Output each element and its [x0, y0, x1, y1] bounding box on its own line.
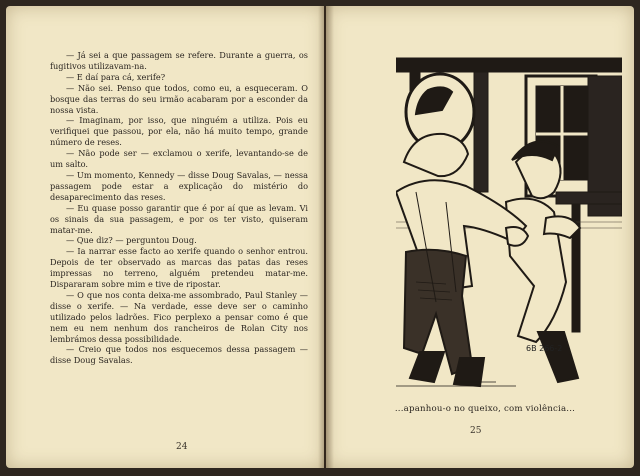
paragraph: — Não pode ser — exclamou o xerife, levantando-se de um salto. — [50, 148, 308, 170]
paragraph: — Já sei a que passagem se refere. Durante a guerra, os fugitivos utilizavam-na. — [50, 50, 308, 71]
paragraph: — O que nos conta deixa-me assombrado, Paul Stanley — disse o xerife. — Na verdade, esse deve ser o caminho utilizado pelos ladrões. Fico perplexo a pensar como é que nem eu nem nenhum dos rancheiros de Rolan City nos lembrámos dessa possibilidade. — [50, 289, 308, 344]
figure-left — [396, 74, 528, 386]
fight-illustration — [396, 52, 622, 392]
left-page — [6, 6, 324, 468]
paragraph: — Não sei. Penso que todos, como eu, a esqueceram. O bosque das terras do seu irmão acabaram por a esconder da nossa vista. — [50, 82, 308, 115]
right-page — [326, 6, 634, 468]
paragraph: — E daí para cá, xerife? — [66, 71, 166, 82]
paragraph: — Eu quase posso garantir que é por aí que as levam. Vi os sinais da sua passagem, e por os ter visto, quiseram matar-me. — [50, 202, 308, 235]
page-number-right: 25 — [470, 426, 482, 436]
paragraph: — Creio que todos nos esquecemos dessa passagem — disse Doug Savalas. — [50, 344, 308, 366]
paragraph: — Um momento, Kennedy — disse Doug Savalas, — nessa passagem pode estar a explicação do mistério do desaparecimento das reses. — [50, 169, 308, 202]
left-page-text — [50, 50, 308, 366]
illustration-caption: ...apanhou-o no queixo, com violência... — [394, 404, 576, 414]
paragraph: — Que diz? — perguntou Doug. — [66, 235, 197, 246]
artist-signature: 6B 266-2 — [526, 344, 563, 353]
page-number-left: 24 — [176, 442, 188, 452]
paragraph: — Imaginam, por isso, que ninguém a utiliza. Pois eu verifiquei que passou, por ela, não há muito tempo, grande número de reses. — [50, 115, 308, 148]
paragraph: — Ia narrar esse facto ao xerife quando o senhor entrou. Depois de ter observado as marcas das patas das reses impressas no terreno, alguém pretendeu matar-me. Dispararam sobre mim e tive de ripostar. — [50, 246, 308, 290]
